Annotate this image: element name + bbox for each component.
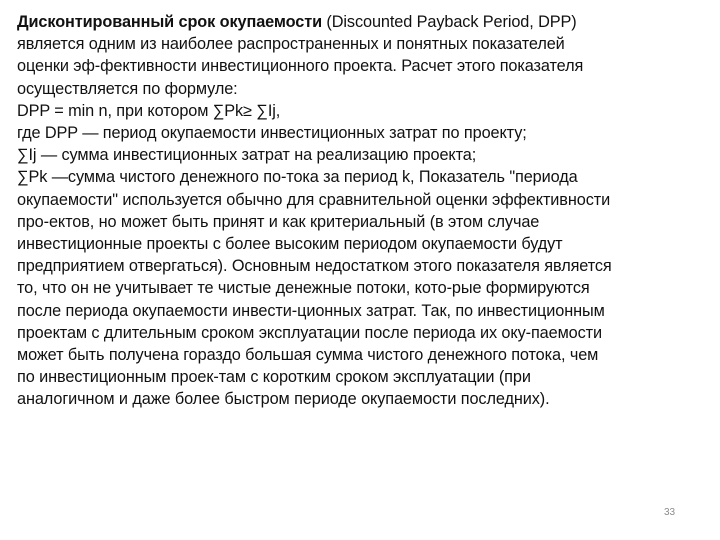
definition-line: где DPP — период окупаемости инвестиционных затрат по проекту; bbox=[17, 124, 527, 143]
slide-body-text bbox=[17, 11, 707, 411]
heading-line bbox=[17, 11, 707, 33]
text-line: про-ектов, но может быть принят и как критериальный (в этом случае bbox=[17, 212, 540, 231]
text-line: может быть получена гораздо большая сумма чистого денежного потока, чем bbox=[17, 346, 599, 365]
text-line: по инвестиционным проек-там с коротким сроком эксплуатации (при bbox=[17, 368, 531, 387]
text-line: проектам с длительным сроком эксплуатации после периода их оку-паемости bbox=[17, 323, 603, 342]
heading-rest: (Discounted Payback Period, DPP) bbox=[322, 13, 577, 31]
heading-bold-term: Дисконтированный срок окупаемости bbox=[17, 13, 322, 31]
page-number: 33 bbox=[664, 507, 676, 518]
text-line: предприятием отвергаться). Основным недостатком этого показателя является bbox=[17, 257, 612, 276]
formula-line: DPP = min n, при котором ∑Pk≥ ∑Ij, bbox=[17, 101, 281, 120]
text-line: окупаемости" используется обычно для сравнительной оценки эффективности bbox=[17, 190, 611, 209]
text-line: инвестиционные проекты с более высоким периодом окупаемости будут bbox=[17, 235, 563, 254]
definition-line: ∑Pk —сумма чистого денежного по-тока за период k, Показатель "периода bbox=[17, 168, 578, 187]
text-line: аналогичном и даже более быстром периоде окупаемости последних). bbox=[17, 390, 550, 409]
text-line: оценки эф-фективности инвестиционного проекта. Расчет этого показателя bbox=[17, 57, 584, 76]
text-line: после периода окупаемости инвести-ционных затрат. Так, по инвестиционным bbox=[17, 301, 605, 320]
definition-line: ∑Ij — сумма инвестиционных затрат на реализацию проекта; bbox=[17, 146, 477, 165]
text-line: то, что он не учитывает те чистые денежные потоки, кото-рые формируются bbox=[17, 279, 590, 298]
text-line: является одним из наиболее распространенных и понятных показателей bbox=[17, 35, 565, 54]
text-line: осуществляется по формуле: bbox=[17, 79, 238, 98]
